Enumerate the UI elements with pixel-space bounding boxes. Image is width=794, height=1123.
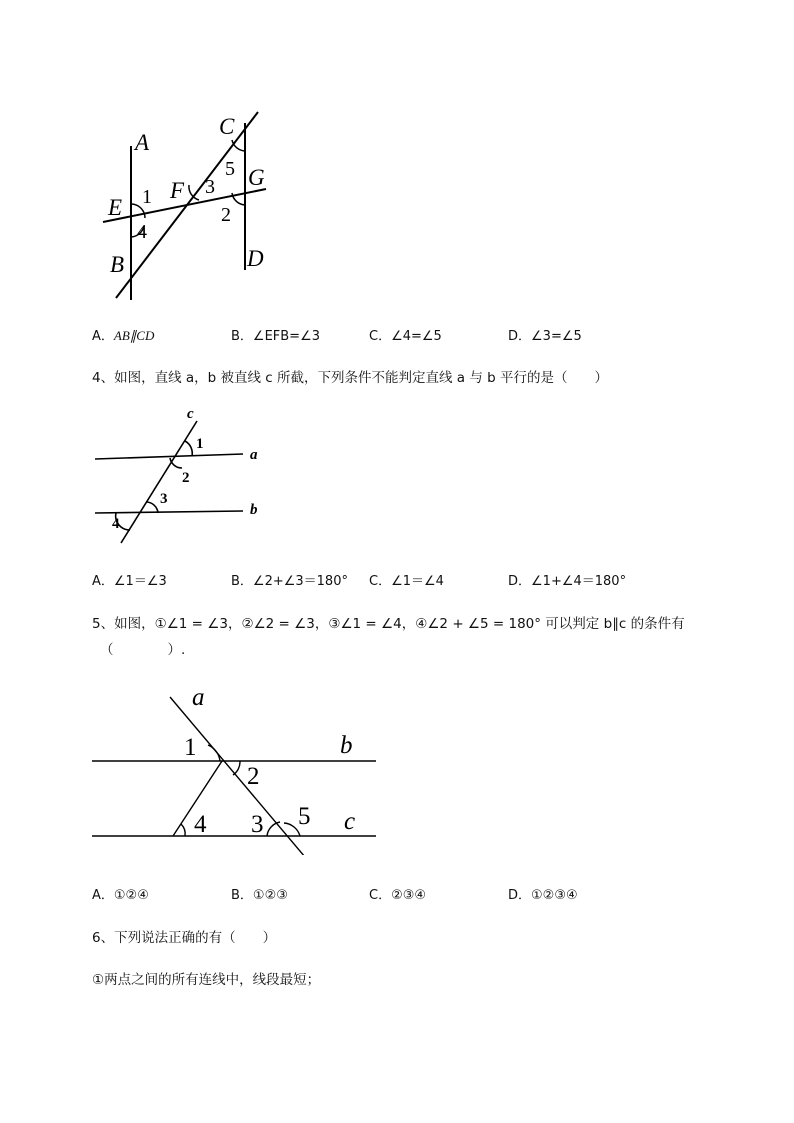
option-letter: A．: [92, 888, 114, 903]
q3-option-c[interactable]: [369, 325, 442, 344]
angle-1: 1: [184, 734, 197, 761]
line-b: [95, 511, 243, 513]
option-letter: D．: [508, 888, 532, 903]
angle-3: 3: [251, 811, 264, 838]
option-letter: B．: [231, 329, 253, 344]
option-text: ∠1+∠4＝180°: [531, 574, 627, 589]
option-text: ∠EFB=∠3: [252, 329, 321, 344]
label-a: a: [250, 447, 258, 463]
q5-stem-line1: 5、如图，①∠1 = ∠3，②∠2 = ∠3，③∠1 = ∠4，④∠2 + ∠5 = 180° 可以判定 b∥c 的条件有: [92, 616, 685, 632]
option-text: ①②④: [113, 888, 149, 903]
arc-angle-4: [181, 824, 185, 836]
angle-1: 1: [142, 186, 152, 208]
option-letter: A．: [92, 329, 114, 344]
angle-5: 5: [298, 803, 311, 830]
option-letter: A．: [92, 574, 114, 589]
q3-option-a[interactable]: [92, 325, 154, 344]
label-d: D: [247, 246, 264, 271]
angle-3: 3: [205, 176, 215, 198]
label-b: b: [250, 502, 258, 518]
angle-2: 2: [221, 204, 231, 226]
angle-4: 4: [137, 221, 147, 243]
q4-option-a[interactable]: [92, 570, 167, 589]
option-text: AB∥CD: [113, 328, 155, 343]
q3-option-b[interactable]: [231, 325, 320, 344]
q4-option-b[interactable]: [231, 570, 348, 589]
option-text: ①②③: [252, 888, 288, 903]
label-g: G: [248, 165, 265, 190]
line-a: [95, 454, 243, 459]
q6-item-1: ①两点之间的所有连线中，线段最短；: [92, 972, 321, 988]
option-text: ①②③④: [531, 888, 578, 903]
q5-stem-line2: （ ）.: [100, 642, 186, 658]
arc-5: [232, 140, 245, 151]
q4-option-c[interactable]: [369, 570, 444, 589]
q5-option-b[interactable]: [231, 884, 288, 903]
line-eg: [103, 189, 266, 222]
angle-3: 3: [160, 491, 168, 507]
angle-2: 2: [247, 763, 260, 790]
option-text: ∠4=∠5: [391, 329, 442, 344]
option-letter: D．: [508, 329, 532, 344]
figure-q3: [0, 0, 794, 310]
option-letter: C．: [369, 888, 392, 903]
arc-angle-1: [208, 745, 220, 761]
label-f: F: [170, 178, 185, 203]
label-c: C: [219, 114, 235, 139]
option-letter: C．: [369, 574, 392, 589]
option-letter: B．: [231, 888, 253, 903]
q5-option-d[interactable]: [508, 884, 578, 903]
option-letter: B．: [231, 574, 253, 589]
q5-option-a[interactable]: [92, 884, 149, 903]
option-text: ∠1＝∠4: [391, 574, 444, 589]
label-a: A: [135, 130, 150, 155]
line-a: [170, 697, 305, 855]
option-text: ②③④: [391, 888, 427, 903]
label-a: a: [192, 684, 205, 711]
arc-angle-3: [146, 502, 158, 513]
angle-4: 4: [112, 516, 120, 532]
option-text: ∠2+∠3＝180°: [252, 574, 348, 589]
label-c: c: [187, 406, 194, 422]
angle-5: 5: [225, 158, 235, 180]
label-b: b: [340, 732, 353, 759]
option-letter: D．: [508, 574, 532, 589]
q4-option-d[interactable]: [508, 570, 626, 589]
angle-2: 2: [182, 470, 190, 486]
arc-angle-2: [170, 458, 182, 468]
q4-stem: 4、如图，直线 a，b 被直线 c 所截，下列条件不能判定直线 a 与 b 平行的是（ ）: [92, 370, 609, 386]
option-text: ∠3=∠5: [531, 329, 582, 344]
arc-angle-1: [185, 441, 192, 456]
q6-stem: 6、下列说法正确的有（ ）: [92, 930, 277, 946]
figure-q4: [0, 395, 794, 555]
angle-4: 4: [194, 811, 207, 838]
label-e: E: [108, 195, 123, 220]
figure-q5: [0, 675, 794, 855]
option-letter: C．: [369, 329, 392, 344]
q3-option-d[interactable]: [508, 325, 582, 344]
option-text: ∠1＝∠3: [113, 574, 167, 589]
label-b: B: [110, 252, 125, 277]
label-c: c: [344, 808, 356, 835]
q5-option-c[interactable]: [369, 884, 426, 903]
angle-1: 1: [196, 436, 204, 452]
